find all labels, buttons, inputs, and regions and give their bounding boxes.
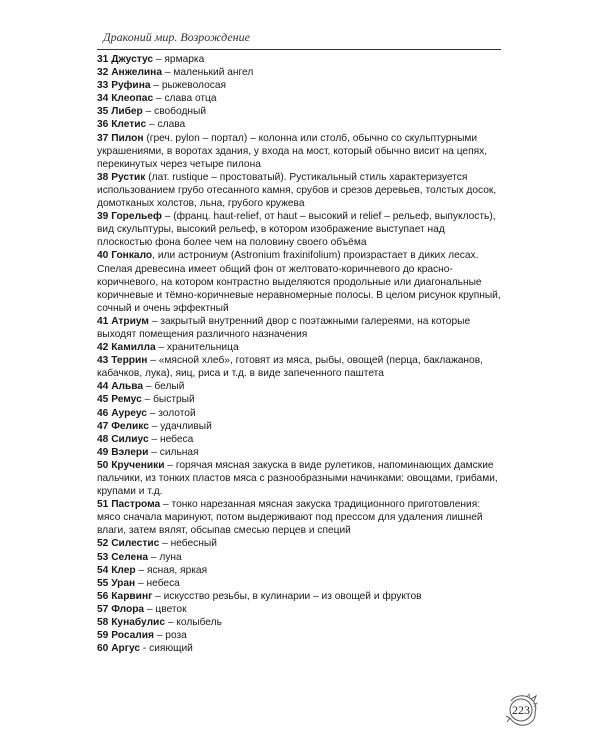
entry-definition: (лат. rustique – простоватый). Рустикальный стиль характеризуется использованием грубо отесанного камня, срубов и срезов деревьев, толстых досок, домотканых холстов, льна, грубого кружева [97, 171, 497, 210]
glossary-entry [97, 564, 501, 577]
entry-term: Клетис [111, 119, 147, 131]
entry-term: Руфина [111, 80, 151, 92]
glossary-entry [97, 354, 501, 380]
glossary-entry [97, 407, 501, 420]
entry-term: Джустус [111, 54, 154, 65]
glossary-entry [97, 577, 501, 590]
entry-term: Пилон [111, 132, 144, 144]
entry-term: Гонкало [111, 250, 153, 262]
glossary-entry [97, 171, 501, 210]
glossary-entry [97, 380, 501, 393]
entry-term: Крученики [111, 459, 165, 471]
entry-definition: , или астрониум (Astronium fraxinifolium) произрастает в диких лесах. Спелая древесина имеет общий фон от желтовато-коричневого до красно-коричневого, на котором контрастно выделяются продольные или диагональные коричневые и тёмно-коричневые неравномерные полосы. В целом рисунок крупный, сочный и очень эффектный [97, 250, 501, 314]
glossary-entry [97, 551, 501, 564]
entry-definition: – луна [148, 551, 182, 563]
entry-term: Росалия [111, 630, 154, 642]
entry-number: 33 [97, 80, 109, 92]
entry-number: 53 [97, 551, 109, 563]
entry-number: 55 [97, 577, 109, 589]
entry-definition: – небеса [148, 433, 194, 445]
entry-definition: – тонко нарезанная мясная закуска традиционного приготовления: мясо сначала маринуют, потом выдерживают под прессом для удаления лишней влаги, затем вялят, обсыпав смесью перцев и специй [97, 499, 483, 537]
entry-number: 52 [97, 538, 109, 550]
entry-definition: – хранительница [155, 342, 239, 354]
entry-term: Альва [111, 381, 144, 393]
entry-number: 41 [97, 315, 109, 327]
entry-term: Карвинг [111, 590, 153, 602]
glossary-list [97, 53, 501, 655]
glossary-entry [97, 53, 501, 66]
glossary-entry [97, 79, 501, 92]
entry-term: Террин [111, 355, 148, 367]
entry-number: 50 [97, 459, 109, 471]
entry-term: Атриум [111, 315, 149, 327]
glossary-entry [97, 629, 501, 642]
entry-term: Пастрома [111, 499, 161, 511]
entry-definition: – удачливый [148, 420, 212, 432]
glossary-entry [97, 616, 501, 629]
glossary-entry [97, 341, 501, 354]
entry-definition: - сияющий [140, 643, 193, 655]
glossary-entry [97, 118, 501, 131]
entry-definition: – слава отца [153, 93, 217, 105]
entry-number: 51 [97, 499, 109, 511]
glossary-entry [97, 92, 501, 105]
entry-definition: – ясная, яркая [135, 564, 208, 576]
entry-definition: – золотой [146, 407, 196, 419]
page-header [97, 27, 501, 50]
entry-number: 40 [97, 250, 109, 262]
glossary-entry [97, 132, 501, 171]
entry-number: 49 [97, 446, 109, 458]
entry-number: 54 [97, 564, 109, 576]
entry-number: 32 [97, 67, 109, 79]
glossary-entry [97, 459, 501, 498]
glossary-entry [97, 315, 501, 341]
entry-number: 48 [97, 433, 109, 445]
entry-definition: – белый [143, 381, 185, 393]
entry-number: 45 [97, 394, 109, 406]
glossary-entry [97, 66, 501, 79]
entry-number: 44 [97, 381, 109, 393]
entry-term: Либер [111, 106, 143, 118]
entry-definition: (греч. pylon – портал) – колонна или столб, обычно со скульптурными украшениями, в воротах здания, у входа на мост, который обычно висит на цепях, перекинутых через четыре пилона [97, 132, 488, 170]
entry-term: Силиус [111, 433, 149, 445]
entry-number: 39 [97, 211, 109, 223]
entry-term: Ауреус [111, 407, 147, 419]
entry-number: 57 [97, 603, 109, 615]
entry-number: 56 [97, 590, 109, 602]
glossary-entry [97, 249, 501, 314]
entry-number: 46 [97, 407, 109, 419]
entry-term: Феликс [111, 420, 149, 432]
entry-definition: – слава [146, 119, 186, 131]
entry-number: 59 [97, 630, 109, 642]
glossary-entry [97, 446, 501, 459]
entry-term: Клер [111, 564, 136, 576]
entry-number: 37 [97, 132, 109, 144]
entry-definition: – искусство резьбы, в кулинарии – из овощей и фруктов [152, 590, 422, 602]
glossary-entry [97, 433, 501, 446]
entry-term: Силестис [111, 538, 160, 550]
entry-definition: – свободный [142, 106, 207, 118]
entry-definition: – маленький ангел [162, 67, 254, 79]
entry-term: Клеопас [111, 93, 154, 105]
entry-definition: – закрытый внутренний двор с поэтажными галереями, на которые выходят помещения различного назначения [97, 315, 471, 340]
entry-definition: – горячая мясная закуска в виде рулетиков, напоминающих дамские пальчики, из тонких пластов мяса с разнообразными начинками: овощами, грибами, крупами и т.д. [97, 459, 498, 498]
entry-term: Уран [111, 577, 136, 589]
entry-number: 43 [97, 355, 109, 367]
entry-number: 38 [97, 171, 109, 183]
entry-number: 36 [97, 119, 109, 131]
entry-definition: – небесный [159, 538, 217, 550]
glossary-entry [97, 537, 501, 550]
entry-number: 34 [97, 93, 109, 105]
entry-number: 60 [97, 643, 109, 655]
glossary-entry [97, 642, 501, 655]
entry-term: Камилла [111, 342, 156, 354]
entry-definition: – колыбель [164, 617, 222, 629]
entry-number: 31 [97, 54, 109, 65]
entry-number: 58 [97, 617, 109, 629]
glossary-entry [97, 603, 501, 616]
entry-term: Рустик [111, 171, 146, 183]
entry-term: Вэлери [111, 446, 149, 458]
entry-term: Анжелина [111, 67, 163, 79]
entry-definition: – цветок [144, 603, 187, 615]
page-number-badge [505, 693, 539, 727]
glossary-entry [97, 210, 501, 249]
page-number: 223 [512, 703, 530, 717]
glossary-entry [97, 393, 501, 406]
entry-number: 42 [97, 342, 109, 354]
entry-number: 47 [97, 420, 109, 432]
entry-term: Ремус [111, 394, 142, 406]
entry-term: Горельеф [111, 211, 162, 223]
entry-number: 35 [97, 106, 109, 118]
entry-definition: – ярмарка [153, 54, 205, 65]
entry-definition: – роза [153, 630, 187, 642]
entry-term: Селена [111, 551, 149, 563]
entry-term: Кунабулис [111, 617, 165, 629]
entry-definition: – небеса [135, 577, 180, 589]
glossary-entry [97, 420, 501, 433]
entry-definition: – «мясной хлеб», готовят из мяса, рыбы, овощей (перца, баклажанов, кабачков, лука), яиц, риса и т.д. в виде запеченного паштета [97, 355, 483, 380]
entry-term: Аргус [111, 643, 141, 655]
glossary-entry [97, 590, 501, 603]
entry-definition: – сильная [148, 446, 199, 458]
entry-definition: – (франц. haut-relief, от haut – высокий и relief – рельеф, выпуклость), вид скульптуры, высокий рельеф, в котором изображение выступает над плоскостью фона более чем на половину своего объёма [97, 211, 496, 249]
glossary-entry [97, 498, 501, 537]
entry-definition: – рыжеволосая [150, 80, 227, 92]
glossary-entry [97, 105, 501, 118]
running-title: Драконий мир. Возрождение [103, 30, 250, 44]
entry-term: Флора [111, 603, 145, 615]
entry-definition: – быстрый [141, 394, 195, 406]
